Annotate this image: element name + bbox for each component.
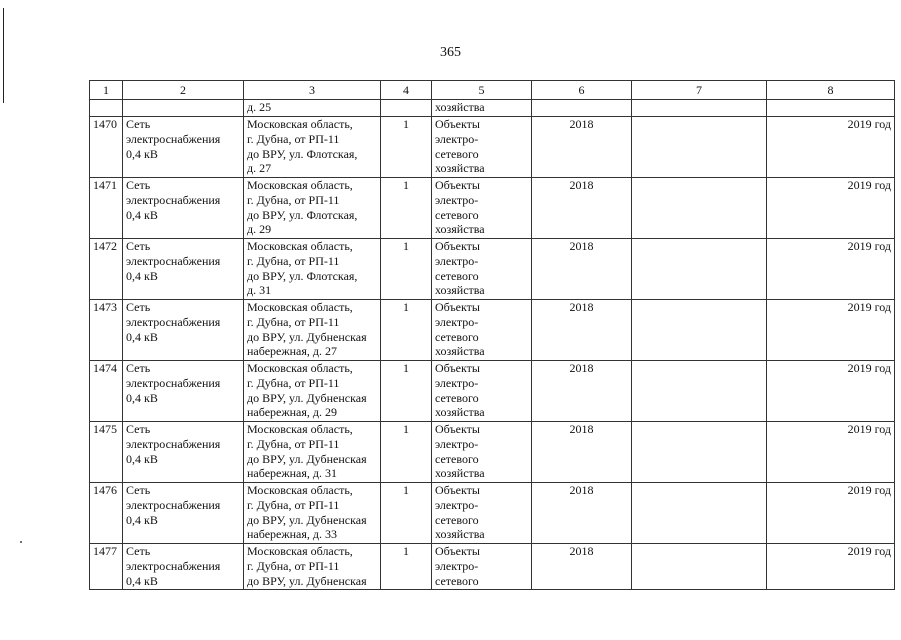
term-cell: 2019 год bbox=[767, 239, 895, 300]
object-type-cell: Объекты электро- сетевого хозяйства bbox=[432, 361, 532, 422]
year-cell: 2018 bbox=[532, 483, 632, 544]
column-7-cell bbox=[632, 178, 767, 239]
term-cell: 2019 год bbox=[767, 422, 895, 483]
quantity-cell: 1 bbox=[381, 300, 432, 361]
table-row bbox=[90, 117, 895, 178]
table-row bbox=[90, 239, 895, 300]
page-number: 365 bbox=[440, 45, 461, 60]
column-7-cell bbox=[632, 422, 767, 483]
object-name-cell: Сеть электроснабжения 0,4 кВ bbox=[123, 117, 244, 178]
cont-cell-4 bbox=[381, 100, 432, 117]
cont-cell-2 bbox=[123, 100, 244, 117]
object-type-cell: Объекты электро- сетевого хозяйства bbox=[432, 117, 532, 178]
header-cell-4: 4 bbox=[381, 81, 432, 100]
object-type-cell: Объекты электро- сетевого хозяйства bbox=[432, 483, 532, 544]
row-number-cell: 1475 bbox=[90, 422, 123, 483]
header-cell-2: 2 bbox=[123, 81, 244, 100]
year-cell: 2018 bbox=[532, 178, 632, 239]
row-number-cell: 1474 bbox=[90, 361, 123, 422]
header-cell-3: 3 bbox=[244, 81, 381, 100]
quantity-cell: 1 bbox=[381, 178, 432, 239]
year-cell: 2018 bbox=[532, 544, 632, 590]
table-row bbox=[90, 422, 895, 483]
row-number-cell: 1471 bbox=[90, 178, 123, 239]
quantity-cell: 1 bbox=[381, 544, 432, 590]
quantity-cell: 1 bbox=[381, 117, 432, 178]
quantity-cell: 1 bbox=[381, 239, 432, 300]
column-7-cell bbox=[632, 300, 767, 361]
column-7-cell bbox=[632, 117, 767, 178]
object-address-cell: Московская область, г. Дубна, от РП-11 до ВРУ, ул. Дубненская набережная, д. 31 bbox=[244, 422, 381, 483]
object-name-cell: Сеть электроснабжения 0,4 кВ bbox=[123, 300, 244, 361]
header-cell-1: 1 bbox=[90, 81, 123, 100]
object-type-cell: Объекты электро- сетевого хозяйства bbox=[432, 300, 532, 361]
table-row bbox=[90, 361, 895, 422]
object-address-cell: Московская область, г. Дубна, от РП-11 до ВРУ, ул. Флотская, д. 31 bbox=[244, 239, 381, 300]
header-cell-5: 5 bbox=[432, 81, 532, 100]
scan-speck bbox=[20, 541, 22, 543]
object-address-cell: Московская область, г. Дубна, от РП-11 до ВРУ, ул. Дубненская набережная, д. 29 bbox=[244, 361, 381, 422]
row-number-cell: 1477 bbox=[90, 544, 123, 590]
column-7-cell bbox=[632, 483, 767, 544]
table-row bbox=[90, 300, 895, 361]
term-cell: 2019 год bbox=[767, 178, 895, 239]
object-type-cell: Объекты электро- сетевого хозяйства bbox=[432, 422, 532, 483]
column-7-cell bbox=[632, 361, 767, 422]
term-cell: 2019 год bbox=[767, 300, 895, 361]
object-address-cell: Московская область, г. Дубна, от РП-11 до ВРУ, ул. Дубненская набережная, д. 33 bbox=[244, 483, 381, 544]
year-cell: 2018 bbox=[532, 117, 632, 178]
object-address-cell: Московская область, г. Дубна, от РП-11 до ВРУ, ул. Дубненская набережная, д. 27 bbox=[244, 300, 381, 361]
cont-cell-7 bbox=[632, 100, 767, 117]
cont-cell-6 bbox=[532, 100, 632, 117]
object-name-cell: Сеть электроснабжения 0,4 кВ bbox=[123, 178, 244, 239]
object-name-cell: Сеть электроснабжения 0,4 кВ bbox=[123, 483, 244, 544]
row-number-cell: 1476 bbox=[90, 483, 123, 544]
object-type-cell: Объекты электро- сетевого хозяйства bbox=[432, 239, 532, 300]
registry-table bbox=[89, 80, 895, 590]
object-name-cell: Сеть электроснабжения 0,4 кВ bbox=[123, 239, 244, 300]
cont-cell-8 bbox=[767, 100, 895, 117]
year-cell: 2018 bbox=[532, 300, 632, 361]
row-number-cell: 1473 bbox=[90, 300, 123, 361]
table-row bbox=[90, 544, 895, 590]
table-row bbox=[90, 178, 895, 239]
year-cell: 2018 bbox=[532, 422, 632, 483]
year-cell: 2018 bbox=[532, 239, 632, 300]
object-name-cell: Сеть электроснабжения 0,4 кВ bbox=[123, 422, 244, 483]
header-cell-6: 6 bbox=[532, 81, 632, 100]
object-type-cell: Объекты электро- сетевого bbox=[432, 544, 532, 590]
object-address-cell: Московская область, г. Дубна, от РП-11 до ВРУ, ул. Флотская, д. 27 bbox=[244, 117, 381, 178]
header-cell-7: 7 bbox=[632, 81, 767, 100]
object-address-cell: Московская область, г. Дубна, от РП-11 до ВРУ, ул. Дубненская bbox=[244, 544, 381, 590]
object-type-cell: Объекты электро- сетевого хозяйства bbox=[432, 178, 532, 239]
object-name-cell: Сеть электроснабжения 0,4 кВ bbox=[123, 361, 244, 422]
quantity-cell: 1 bbox=[381, 361, 432, 422]
term-cell: 2019 год bbox=[767, 544, 895, 590]
table-row bbox=[90, 483, 895, 544]
column-7-cell bbox=[632, 239, 767, 300]
object-address-cell: Московская область, г. Дубна, от РП-11 до ВРУ, ул. Флотская, д. 29 bbox=[244, 178, 381, 239]
continuation-row bbox=[90, 100, 895, 117]
row-number-cell: 1470 bbox=[90, 117, 123, 178]
quantity-cell: 1 bbox=[381, 422, 432, 483]
object-name-cell: Сеть электроснабжения 0,4 кВ bbox=[123, 544, 244, 590]
quantity-cell: 1 bbox=[381, 483, 432, 544]
column-7-cell bbox=[632, 544, 767, 590]
row-number-cell: 1472 bbox=[90, 239, 123, 300]
term-cell: 2019 год bbox=[767, 361, 895, 422]
cont-cell-1 bbox=[90, 100, 123, 117]
table-header-row bbox=[90, 81, 895, 100]
term-cell: 2019 год bbox=[767, 117, 895, 178]
term-cell: 2019 год bbox=[767, 483, 895, 544]
year-cell: 2018 bbox=[532, 361, 632, 422]
cont-type: хозяйства bbox=[432, 100, 532, 117]
cont-address: д. 25 bbox=[244, 100, 381, 117]
header-cell-8: 8 bbox=[767, 81, 895, 100]
